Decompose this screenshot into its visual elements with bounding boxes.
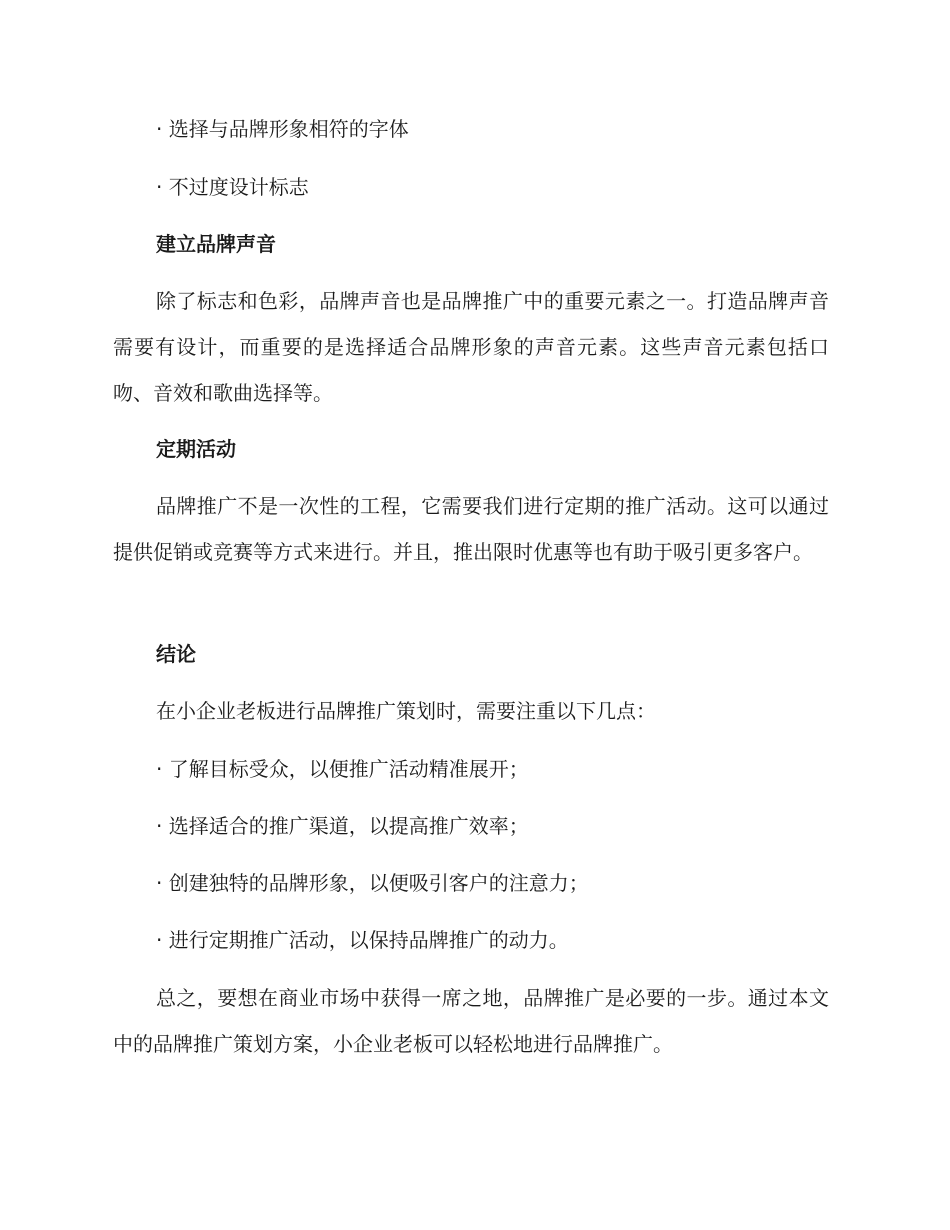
bullet-item: · 进行定期推广活动，以保持品牌推广的动力。: [156, 928, 569, 952]
paragraph-conclusion-closing: 总之，要想在商业市场中获得一席之地，品牌推广是必要的一步。通过本文中的品牌推广策划方案，小企业老板可以轻松地进行品牌推广。: [113, 986, 829, 1056]
bullet-item: · 选择适合的推广渠道，以提高推广效率；: [156, 814, 529, 838]
bullet-item: · 了解目标受众，以便推广活动精准展开；: [156, 757, 529, 781]
paragraph-regular-events: 品牌推广不是一次性的工程，它需要我们进行定期的推广活动。这可以通过提供促销或竞赛等方式来进行。并且，推出限时优惠等也有助于吸引更多客户。: [113, 494, 829, 564]
section-heading-regular-events: 定期活动: [156, 437, 236, 461]
bullet-item: · 创建独特的品牌形象，以便吸引客户的注意力；: [156, 871, 589, 895]
paragraph-conclusion-intro: 在小企业老板进行品牌推广策划时，需要注重以下几点：: [156, 699, 656, 723]
bullet-item: · 不过度设计标志: [156, 175, 309, 199]
paragraph-brand-sound: 除了标志和色彩，品牌声音也是品牌推广中的重要元素之一。打造品牌声音需要有设计，而重要的是选择适合品牌形象的声音元素。这些声音元素包括口吻、音效和歌曲选择等。: [113, 289, 829, 405]
section-heading-brand-sound: 建立品牌声音: [156, 232, 276, 256]
bullet-item: · 选择与品牌形象相符的字体: [156, 117, 409, 141]
section-heading-conclusion: 结论: [156, 642, 196, 666]
